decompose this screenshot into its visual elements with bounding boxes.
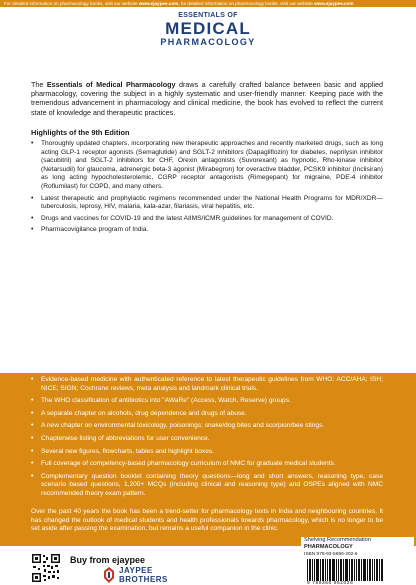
publisher-name: [119, 567, 168, 584]
title-main: MEDICAL: [165, 19, 251, 38]
publisher-logo-icon: [102, 566, 116, 584]
book-title: [0, 11, 416, 48]
publisher-line-1: JAYPEE: [119, 566, 153, 575]
list-item: • A new chapter on environmental toxicology, poisonings; snake/dog bites and scorpion/bee stings.: [31, 422, 383, 431]
intro-paragraph: The Essentials of Medical Pharmacology draws a carefully crafted balance between basic and applied pharmacology, covering the subject in a highly systematic and user-friendly manner. Keeping pace with the tremendous advancement in pharmacology and clinical medicine, the book has evolved to reflect the current state of knowledge and therapeutic practices.: [31, 80, 383, 117]
shelving-label: Shelving Recommendation: [304, 537, 371, 543]
title-prefix: ESSENTIALS OF: [178, 12, 238, 19]
highlights-list-upper: [31, 140, 383, 238]
title-sub: PHARMACOLOGY: [160, 37, 256, 47]
qr-code-icon[interactable]: [31, 553, 61, 583]
highlights-list-lower: [31, 376, 383, 503]
list-item: • Full coverage of competency-based pharmacology curriculum of NMC for graduate medical students.: [31, 460, 383, 469]
shelving-box: [301, 537, 414, 585]
list-item: • Latest therapeutic and prophylactic regimens recommended under the National Health Programs for MDR/XDR—tuberculosis, leprosy, HIV, malaria, kala-azar, filariasis, viral hepatitis, etc.: [31, 195, 383, 212]
barcode-icon: [307, 559, 407, 581]
barcode-number: 9 789356 962026: [307, 581, 354, 585]
list-item: • The WHO classification of antibiotics into "AWaRe" (Access, Watch, Reserve) groups.: [31, 397, 383, 406]
list-item: • Several new figures, flowcharts, tables and highlight boxes.: [31, 448, 383, 457]
top-banner: [0, 0, 416, 7]
list-item: • Chapterwise listing of abbreviations for user convenience.: [31, 435, 383, 444]
website-link-right[interactable]: www.ejaypee.com: [314, 1, 354, 6]
highlights-heading: Highlights of the 9th Edition: [31, 128, 130, 137]
buy-label: Buy from ejaypee: [70, 555, 146, 565]
isbn-text: ISBN 978-93-5696-202-6: [304, 552, 358, 558]
closing-paragraph: Over the past 40 years the book has been a trend-setter for pharmacology texts in India and neighbouring countries. It has changed the outlook of medical students and health professionals towards pharmacology, which is no longer to be set aside after passing the examination, but remains a useful companion in the clinic.: [31, 508, 383, 533]
list-item: • Evidence-based medicine with authenticated reference to latest therapeutic guidelines from WHO; ACC/AHA; ISH; NICE; SIGN; Cochrane reviews, meta analysis and landmark clinical trials.: [31, 376, 383, 393]
list-item: • A separate chapter on alcohols, drug dependence and drugs of abuse.: [31, 410, 383, 419]
website-link[interactable]: www.ejaypee.com: [138, 1, 179, 6]
list-item: • Thoroughly updated chapters, incorporating new therapeutic approaches and recently marketed drugs, such as long acting GLP-1 receptor agonists (Semaglutide) and SGLT-2 inhibitors (Dapagliflozin) for diabetes, neprilysin inhibitor (sacubitril) and SGLT-2 inhibitors for CHF, Orexin antagonists (Suvorexant) as hypnotic, Rho-kinase inhibitor (Netarsudil) for glaucoma, adrenergic beta-3 agonist (Mirabegron) for overactive bladder, PCSK9 inhibitor (Inclisiran) as long acting hypocholesterolemic, CGRP receptor antagonists (Rimegepant) for migraine, PDE-4 inhibitor (Roflumilast) for COPD, and many others.: [31, 140, 383, 192]
shelving-subject: PHARMACOLOGY: [304, 543, 353, 550]
list-item: • Pharmacovigilance program of India.: [31, 226, 383, 235]
book-name-bold: Essentials of Medical Pharmacology: [46, 80, 176, 89]
list-item: • Complementary question booklet containing theory questions—long and short answers, reasoning type, case scenario based questions, 1,200+ MCQs (including clinical and reasoning type) and OSPEs aligned with NMC recommended theory exam pattern.: [31, 473, 383, 499]
top-banner-left: For detailed information on pharmacology books, visit our website www.ejaypee.com, for detailed information on pharmacology books, visit our website www.ejaypee.com: [4, 1, 354, 6]
list-item: • Drugs and vaccines for COVID-19 and the latest AIIMS/ICMR guidelines for management of COVID.: [31, 215, 383, 224]
publisher-line-2: BROTHERS: [119, 574, 168, 584]
